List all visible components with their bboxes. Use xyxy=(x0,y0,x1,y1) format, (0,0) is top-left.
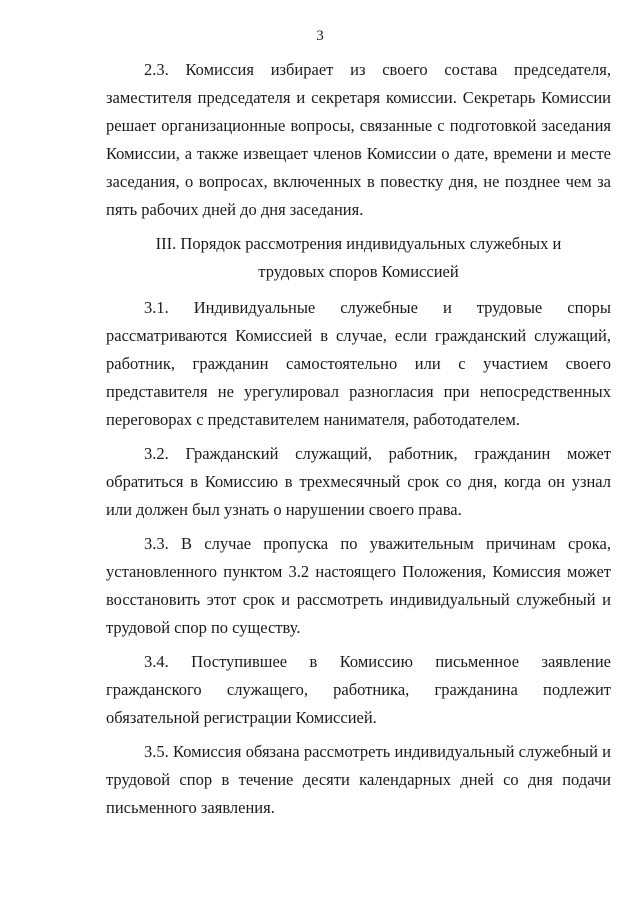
section-heading-3 xyxy=(106,230,611,286)
paragraph-3-1: 3.1. Индивидуальные служебные и трудовые споры рассматриваются Комиссией в случае, если гражданский служащий, работник, гражданин самостоятельно или с участием своего представителя не урегулировал разногласия при непосредственных переговорах с представителем нанимателя, работодателем. xyxy=(106,298,611,429)
paragraph-3-2: 3.2. Гражданский служащий, работник, гражданин может обратиться в Комиссию в трехмесячный срок со дня, когда он узнал или должен был узнать о нарушении своего права. xyxy=(106,444,611,519)
paragraph-2-3: 2.3. Комиссия избирает из своего состава председателя, заместителя председателя и секретаря комиссии. Секретарь Комиссии решает организационные вопросы, связанные с подготовкой заседания Комиссии, а также извещает членов Комиссии о дате, времени и месте заседания, о вопросах, включенных в повестку дня, не позднее чем за пять рабочих дней до дня заседания. xyxy=(106,60,611,219)
section-heading-line-1: III. Порядок рассмотрения индивидуальных служебных и xyxy=(155,234,562,253)
paragraph-3-3: 3.3. В случае пропуска по уважительным причинам срока, установленного пунктом 3.2 настоящего Положения, Комиссия может восстановить этот срок и рассмотреть индивидуальный служебный и трудовой спор по существу. xyxy=(106,534,611,637)
document-body xyxy=(106,56,611,828)
page-number: 3 xyxy=(316,28,324,44)
section-heading-line-2: трудовых споров Комиссией xyxy=(258,262,459,281)
paragraph-3-5: 3.5. Комиссия обязана рассмотреть индивидуальный служебный и трудовой спор в течение десяти календарных дней со дня подачи письменного заявления. xyxy=(106,742,611,817)
paragraph-3-4: 3.4. Поступившее в Комиссию письменное заявление гражданского служащего, работника, гражданина подлежит обязательной регистрации Комиссией. xyxy=(106,652,611,727)
